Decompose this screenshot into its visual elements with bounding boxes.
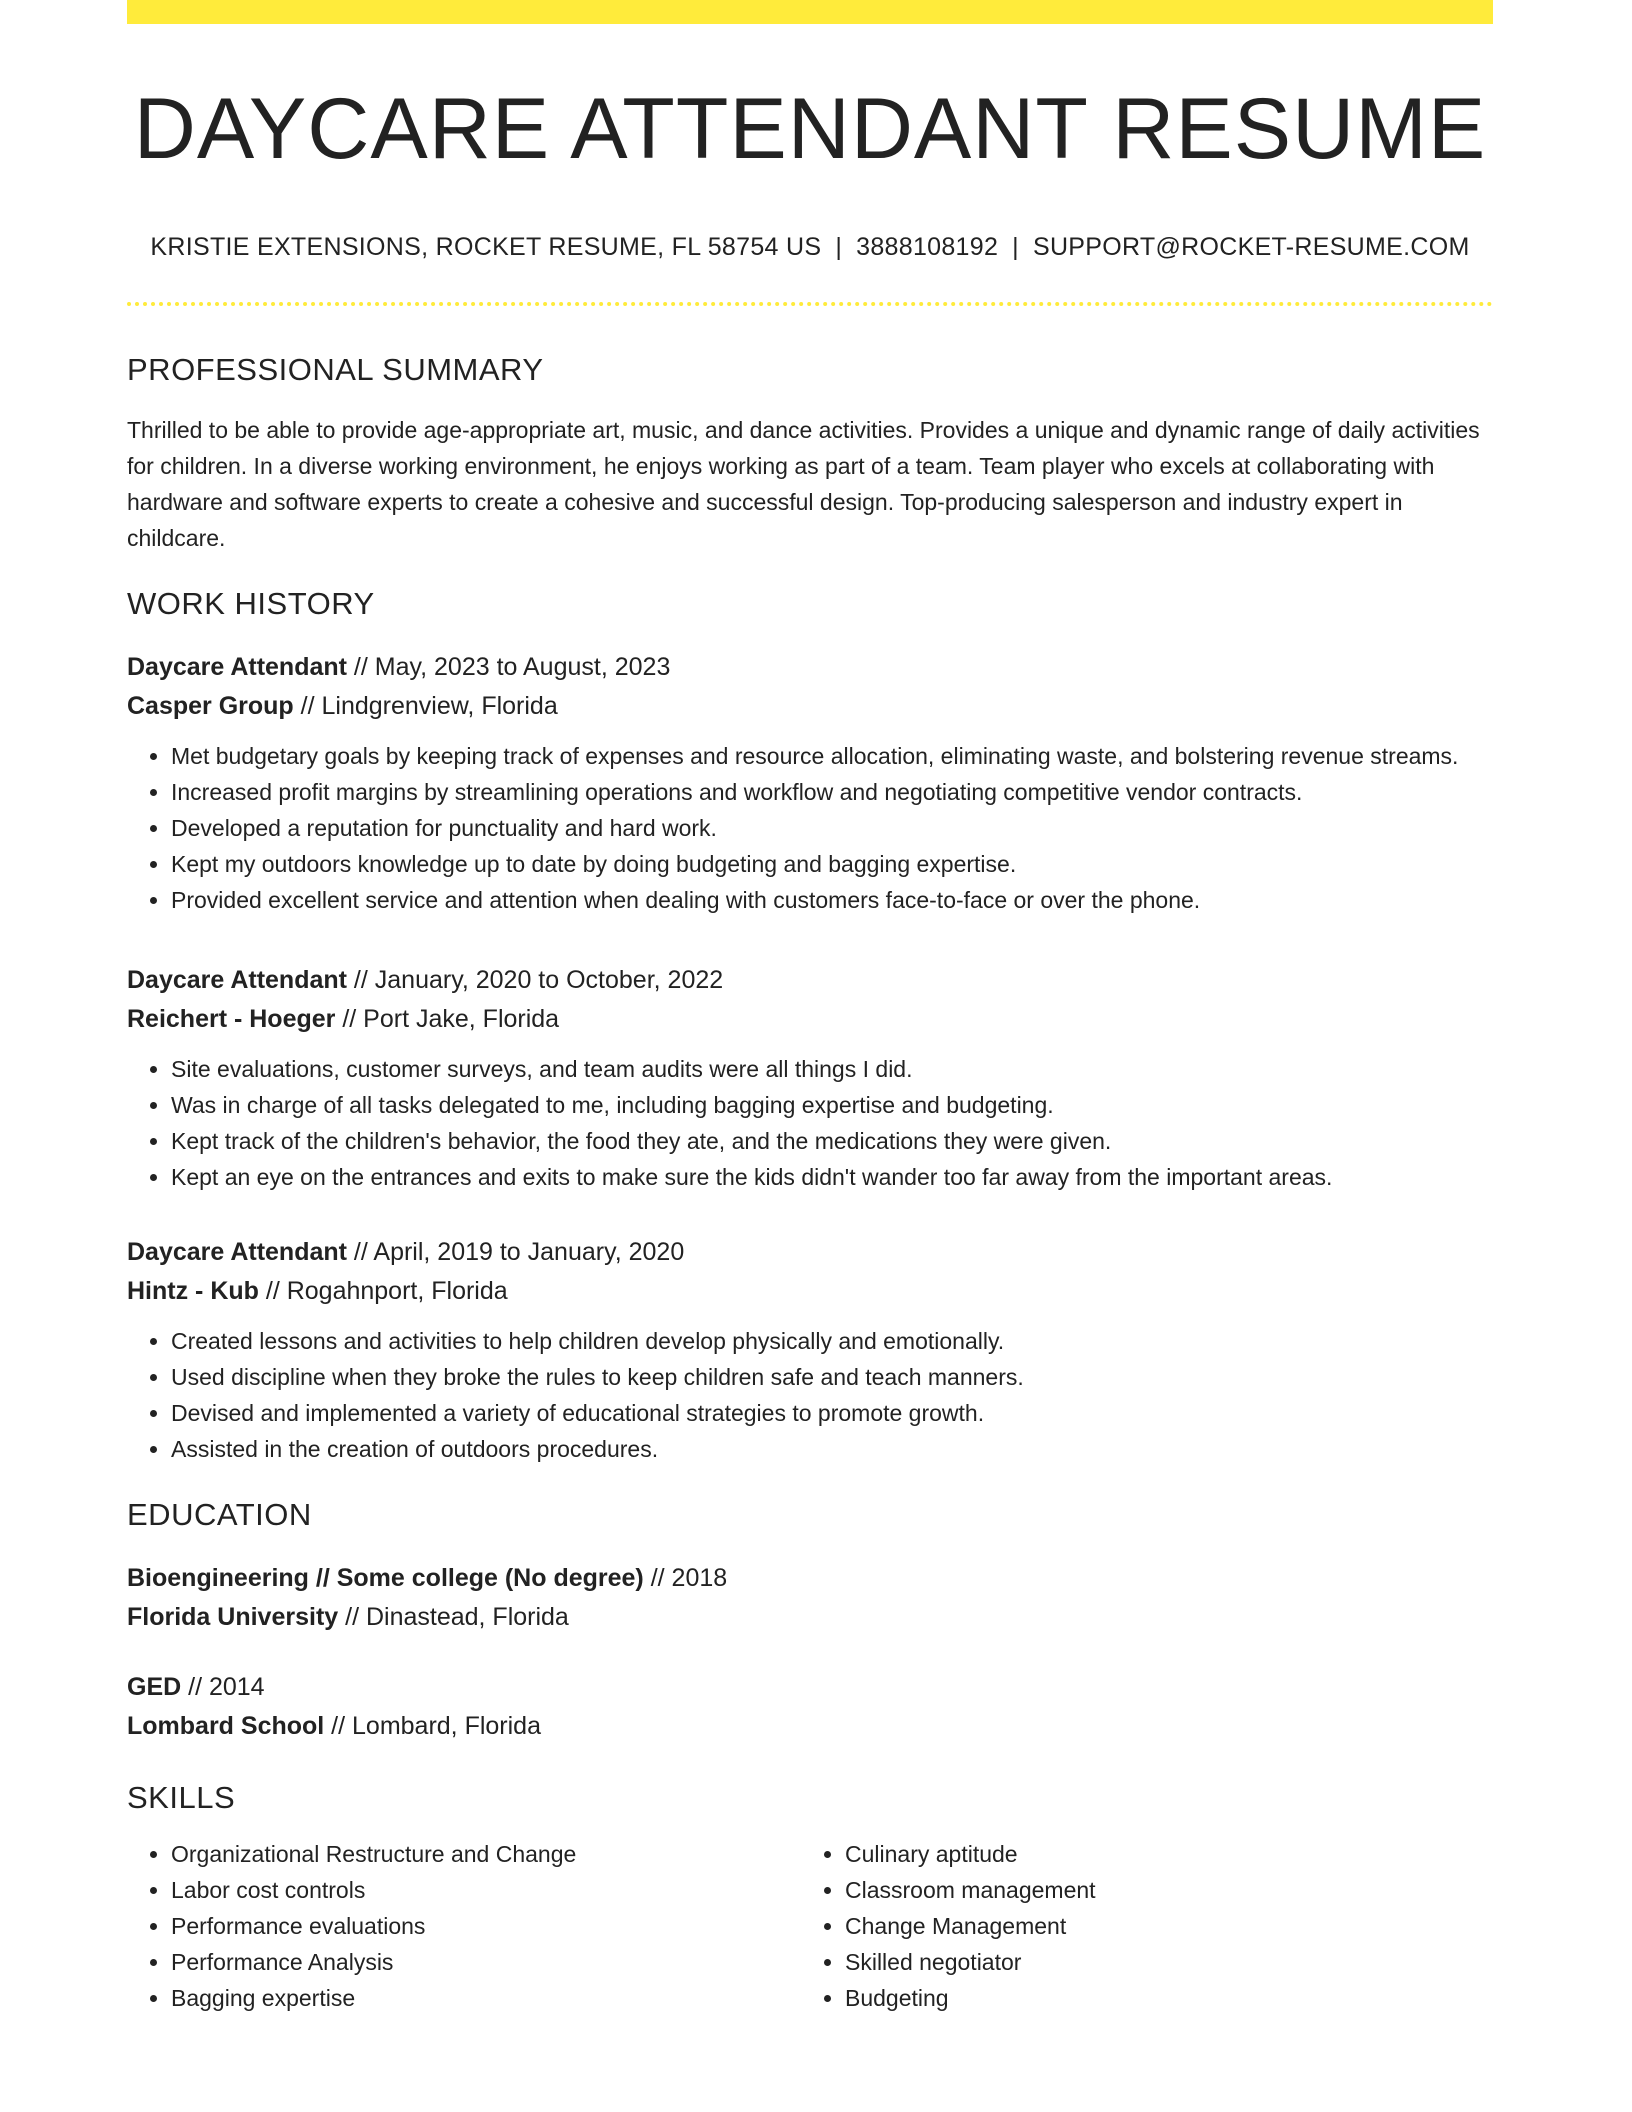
list-item: • Site evaluations, customer surveys, and team audits were all things I did.	[171, 1051, 1493, 1087]
list-item: • Kept an eye on the entrances and exits to make sure the kids didn't wander too far away from the important areas.	[171, 1159, 1493, 1195]
job-location: // Lindgrenview, Florida	[293, 691, 558, 720]
job-dates: // April, 2019 to January, 2020	[346, 1237, 685, 1266]
contact-address: KRISTIE EXTENSIONS, ROCKET RESUME, FL 58754 US	[150, 232, 822, 261]
education-year: // 2014	[181, 1672, 265, 1701]
education-degree: Bioengineering // Some college (No degree)	[127, 1563, 644, 1592]
job-dates: // May, 2023 to August, 2023	[346, 652, 671, 681]
list-item: • Skilled negotiator	[845, 1944, 1465, 1980]
resume-title: DAYCARE ATTENDANT RESUME	[133, 81, 1487, 177]
job-title-line	[127, 648, 1493, 687]
list-item: • Developed a reputation for punctuality and hard work.	[171, 810, 1493, 846]
job-company-line	[127, 1272, 1493, 1311]
job-company: Reichert - Hoeger	[127, 1004, 336, 1033]
list-item: • Change Management	[845, 1908, 1465, 1944]
job-location: // Rogahnport, Florida	[258, 1276, 508, 1305]
education-location: // Lombard, Florida	[324, 1711, 541, 1740]
list-item: • Was in charge of all tasks delegated to me, including bagging expertise and budgeting.	[171, 1087, 1493, 1123]
education-school: Lombard School	[127, 1711, 325, 1740]
job-role: Daycare Attendant	[127, 965, 347, 994]
skills-right-list	[801, 1836, 1465, 2016]
list-item: • Kept my outdoors knowledge up to date by doing budgeting and bagging expertise.	[171, 846, 1493, 882]
list-item: • Increased profit margins by streamlining operations and workflow and negotiating competitive vendor contracts.	[171, 774, 1493, 810]
contact-line	[127, 233, 1493, 262]
education-school: Florida University	[127, 1602, 339, 1631]
contact-separator: |	[1012, 232, 1019, 261]
list-item: • Labor cost controls	[171, 1872, 801, 1908]
skills-heading: SKILLS	[127, 1779, 236, 1815]
list-item: • Met budgetary goals by keeping track of expenses and resource allocation, eliminating waste, and bolstering revenue streams.	[171, 738, 1493, 774]
list-item: • Created lessons and activities to help children develop physically and emotionally.	[171, 1323, 1493, 1359]
resume-page	[127, 0, 1493, 2016]
list-item: • Performance evaluations	[171, 1908, 801, 1944]
list-item: • Used discipline when they broke the rules to keep children safe and teach manners.	[171, 1359, 1493, 1395]
education-entry	[127, 1668, 1493, 1746]
top-accent-bar	[127, 0, 1493, 24]
summary-heading: PROFESSIONAL SUMMARY	[127, 351, 544, 387]
job-location: // Port Jake, Florida	[335, 1004, 560, 1033]
list-item: • Assisted in the creation of outdoors procedures.	[171, 1431, 1493, 1467]
job-title-line	[127, 961, 1493, 1000]
job-title-line	[127, 1233, 1493, 1272]
work-history-heading: WORK HISTORY	[127, 585, 375, 621]
skills-left-list	[127, 1836, 801, 2016]
job-entry	[127, 961, 1493, 1195]
education-location: // Dinastead, Florida	[338, 1602, 569, 1631]
education-degree-line	[127, 1668, 1493, 1707]
job-bullets	[127, 1323, 1493, 1467]
job-entry	[127, 1233, 1493, 1467]
list-item: • Classroom management	[845, 1872, 1465, 1908]
list-item: • Culinary aptitude	[845, 1836, 1465, 1872]
job-company-line	[127, 1000, 1493, 1039]
summary-text: Thrilled to be able to provide age-appropriate art, music, and dance activities. Provides a unique and dynamic range of daily activities for children. In a diverse working environment, he enjoys working as part of a team. Team player who excels at collaborating with hardware and software experts to create a cohesive and successful design. Top-producing salesperson and industry expert in childcare.	[127, 416, 1480, 551]
list-item: • Bagging expertise	[171, 1980, 801, 2016]
contact-email: SUPPORT@ROCKET-RESUME.COM	[1032, 232, 1470, 261]
education-year: // 2018	[643, 1563, 728, 1592]
job-company-line	[127, 687, 1493, 726]
job-company: Hintz - Kub	[127, 1276, 259, 1305]
contact-separator: |	[835, 232, 843, 261]
list-item: • Devised and implemented a variety of educational strategies to promote growth.	[171, 1395, 1493, 1431]
education-degree: GED	[127, 1672, 182, 1701]
list-item: • Provided excellent service and attention when dealing with customers face-to-face or over the phone.	[171, 882, 1493, 918]
job-bullets	[127, 1051, 1493, 1195]
education-heading: EDUCATION	[127, 1496, 312, 1532]
list-item: • Performance Analysis	[171, 1944, 801, 1980]
education-entry	[127, 1559, 1493, 1637]
job-role: Daycare Attendant	[127, 652, 347, 681]
header-divider	[127, 302, 1493, 306]
list-item: • Organizational Restructure and Change	[171, 1836, 801, 1872]
skills-columns	[127, 1836, 1493, 2016]
list-item: • Kept track of the children's behavior, the food they ate, and the medications they were given.	[171, 1123, 1493, 1159]
education-school-line	[127, 1707, 1493, 1746]
job-bullets	[127, 738, 1493, 918]
job-entry	[127, 648, 1493, 918]
job-company: Casper Group	[127, 691, 294, 720]
job-role: Daycare Attendant	[127, 1237, 347, 1266]
list-item: • Budgeting	[845, 1980, 1465, 2016]
education-school-line	[127, 1598, 1493, 1637]
contact-phone: 3888108192	[856, 232, 999, 261]
job-dates: // January, 2020 to October, 2022	[346, 965, 724, 994]
education-degree-line	[127, 1559, 1493, 1598]
